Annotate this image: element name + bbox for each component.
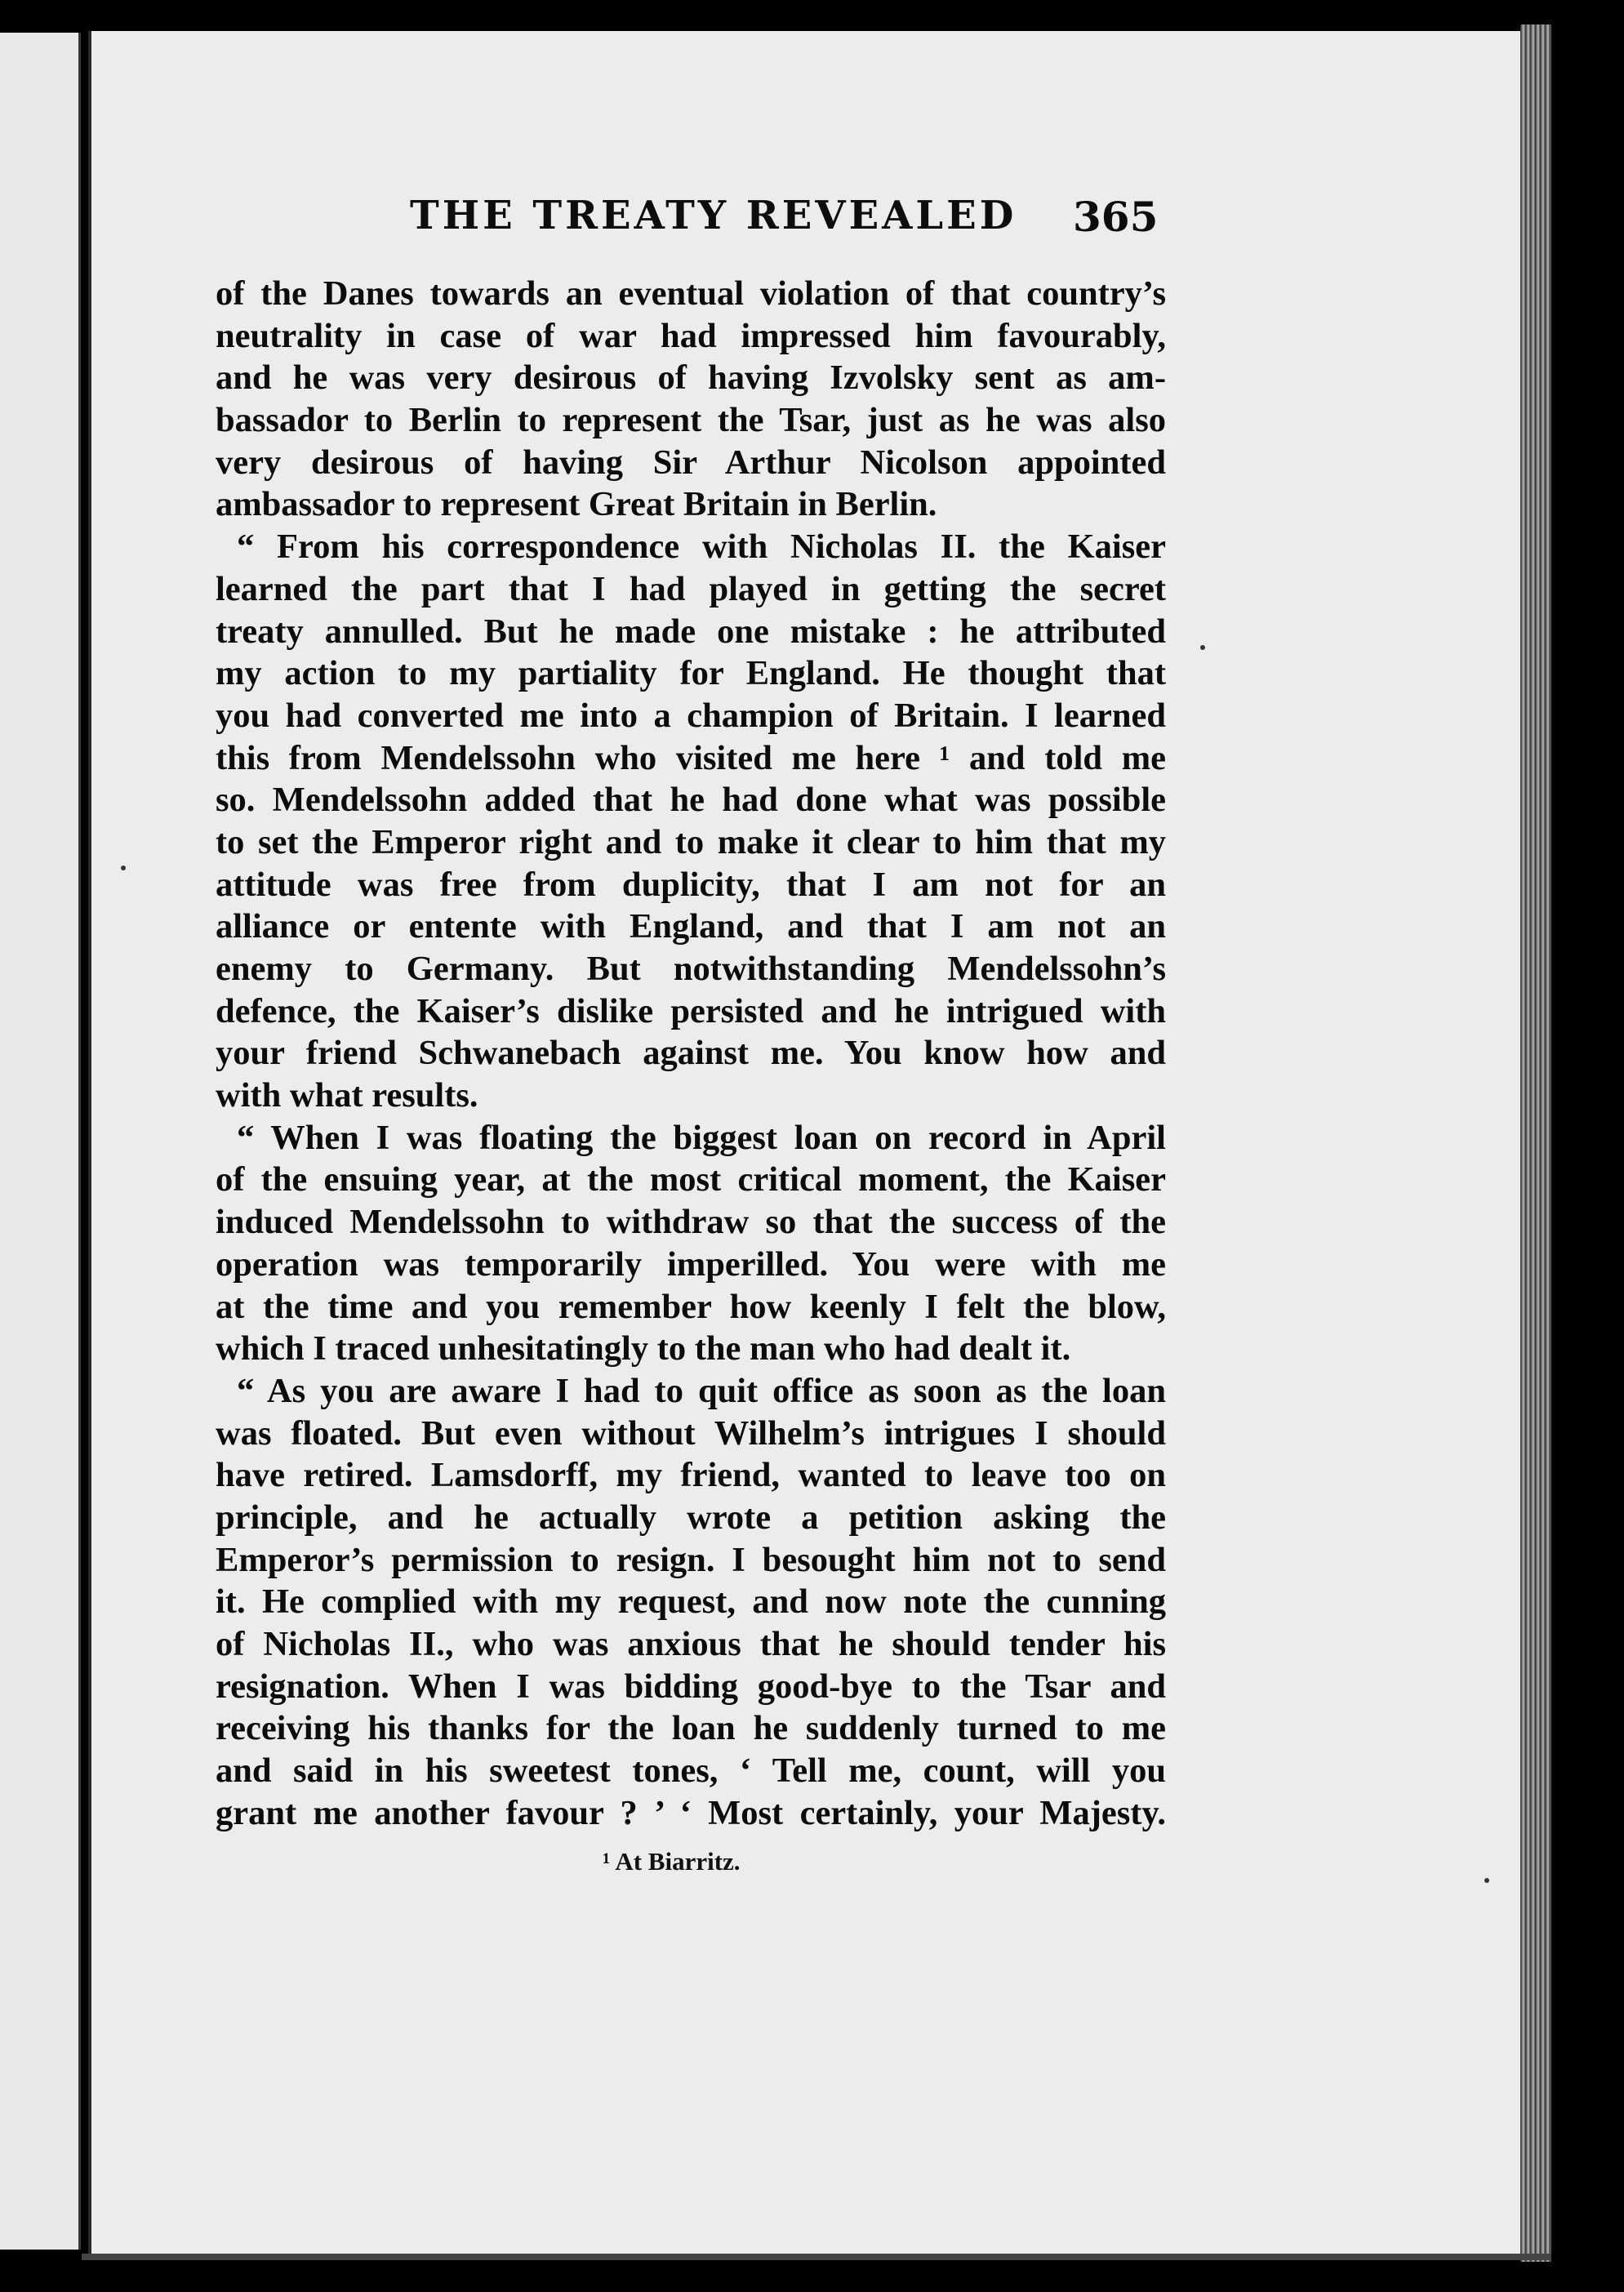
running-head [216, 193, 1195, 258]
text-line: this from Mendelssohn who visited me here ¹ and told me [216, 738, 1166, 777]
text-line: grant me another favour ? ’ ‘ Most certainly, your Majesty. [216, 1793, 1166, 1832]
page-number: 365 [1073, 193, 1159, 241]
text-line: so. Mendelssohn added that he had done what was possible [216, 781, 1166, 820]
text-line: defence, the Kaiser’s dislike persisted and he intrigued with [216, 991, 1166, 1030]
text-line: neutrality in case of war had impressed him favourably, [216, 316, 1166, 355]
text-line: induced Mendelssohn to withdraw so that the success of the [216, 1203, 1166, 1242]
text-line: with what results. [216, 1076, 478, 1115]
text-line: treaty annulled. But he made one mistake : he attributed [216, 612, 1166, 651]
text-line: Emperor’s permission to resign. I besought him not to send [216, 1540, 1166, 1579]
text-line: was floated. But even without Wilhelm’s intrigues I should [216, 1413, 1166, 1453]
footnote: ¹ At Biarritz. [603, 1847, 741, 1876]
text-line: to set the Emperor right and to make it clear to him that my [216, 822, 1166, 861]
text-line: principle, and he actually wrote a petition asking the [216, 1498, 1166, 1537]
text-line: receiving his thanks for the loan he suddenly turned to me [216, 1709, 1166, 1748]
text-line: bassador to Berlin to represent the Tsar, just as he was also [216, 401, 1166, 440]
text-line: alliance or entente with England, and that I am not an [216, 907, 1166, 946]
text-line: and said in his sweetest tones, ‘ Tell me, count, will you [216, 1751, 1166, 1791]
page-bottom-edge [82, 2254, 1551, 2260]
text-line: attitude was free from duplicity, that I am not for an [216, 865, 1166, 904]
scan-speck [1200, 645, 1205, 650]
text-line: have retired. Lamsdorff, my friend, wanted to leave too on [216, 1456, 1166, 1495]
text-line: operation was temporarily imperilled. You were with me [216, 1244, 1166, 1284]
text-line: very desirous of having Sir Arthur Nicolson appointed [216, 443, 1166, 482]
text-line: ambassador to represent Great Britain in Berlin. [216, 485, 937, 524]
text-line: “ From his correspondence with Nicholas II. the Kaiser [237, 527, 1166, 567]
text-line: it. He complied with my request, and now note the cunning [216, 1582, 1166, 1622]
text-line: my action to my partiality for England. He thought that [216, 654, 1166, 693]
text-line: of Nicholas II., who was anxious that he should tender his [216, 1625, 1166, 1663]
text-line: you had converted me into a champion of Britain. I learned [216, 696, 1166, 735]
text-line: learned the part that I had played in getting the secret [216, 569, 1166, 608]
text-line: and he was very desirous of having Izvolsky sent as am- [216, 358, 1166, 398]
text-line: your friend Schwanebach against me. You know how and [216, 1034, 1166, 1073]
text-line: of the Danes towards an eventual violation of that country’s [216, 274, 1166, 313]
text-line: enemy to Germany. But notwithstanding Mendelssohn’s [216, 950, 1166, 988]
text-line: which I traced unhesitatingly to the man who had dealt it. [216, 1329, 1071, 1369]
scan-speck [1484, 1878, 1489, 1883]
text-line: “ As you are aware I had to quit office as soon as the loan [237, 1371, 1166, 1410]
page-stack-edge [1520, 24, 1551, 2262]
running-head-title: THE TREATY REVEALED [410, 193, 1017, 238]
previous-page-edge [0, 33, 81, 2250]
body-text [216, 273, 1166, 1834]
scan-speck [121, 866, 126, 870]
text-line: “ When I was floating the biggest loan on record in April [237, 1118, 1166, 1157]
text-line: of the ensuing year, at the most critical moment, the Kaiser [216, 1160, 1166, 1199]
text-line: at the time and you remember how keenly I felt the blow, [216, 1287, 1166, 1326]
text-line: resignation. When I was bidding good-bye to the Tsar and [216, 1667, 1166, 1706]
